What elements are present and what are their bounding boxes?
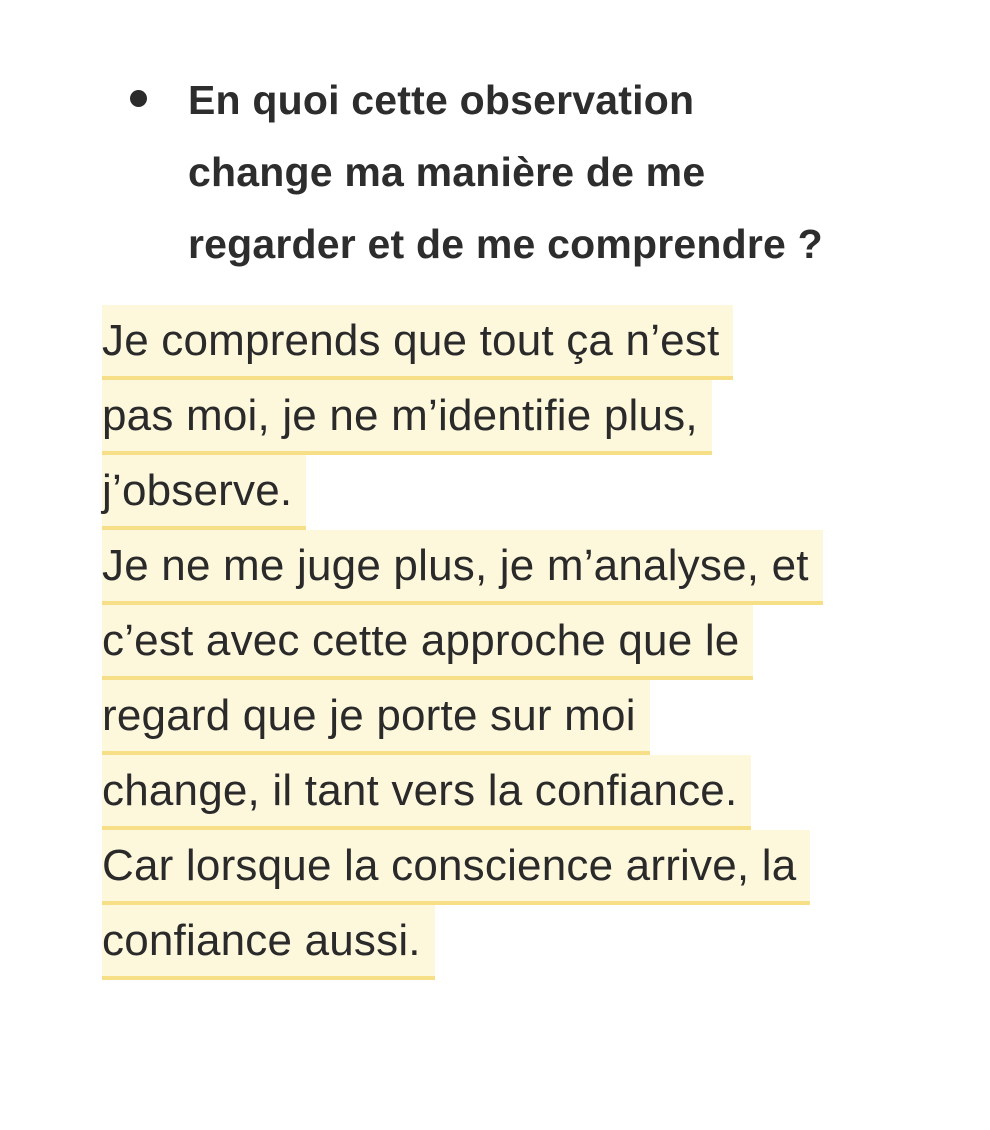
highlighted-text: pas moi, je ne m’identifie plus, <box>102 380 712 455</box>
answer-line <box>102 755 823 830</box>
highlighted-answer-paragraph[interactable] <box>102 305 823 980</box>
highlighted-text: regard que je porte sur moi <box>102 680 650 755</box>
highlighted-text: Car lorsque la conscience arrive, la <box>102 830 810 905</box>
highlighted-text: Je ne me juge plus, je m’analyse, et <box>102 530 823 605</box>
bullet-point-icon <box>130 90 147 107</box>
question-text[interactable] <box>188 64 823 280</box>
answer-line <box>102 830 823 905</box>
highlighted-text: j’observe. <box>102 455 306 530</box>
highlighted-text: change, il tant vers la confiance. <box>102 755 751 830</box>
answer-line <box>102 605 823 680</box>
answer-line <box>102 455 823 530</box>
answer-line <box>102 305 823 380</box>
question-line: regarder et de me comprendre ? <box>188 221 823 267</box>
answer-line <box>102 680 823 755</box>
question-line: change ma manière de me <box>188 149 706 195</box>
answer-line <box>102 905 823 980</box>
answer-line <box>102 530 823 605</box>
highlighted-text: confiance aussi. <box>102 905 435 980</box>
highlighted-text: Je comprends que tout ça n’est <box>102 305 733 380</box>
answer-line <box>102 380 823 455</box>
question-line: En quoi cette observation <box>188 77 695 123</box>
highlighted-text: c’est avec cette approche que le <box>102 605 753 680</box>
